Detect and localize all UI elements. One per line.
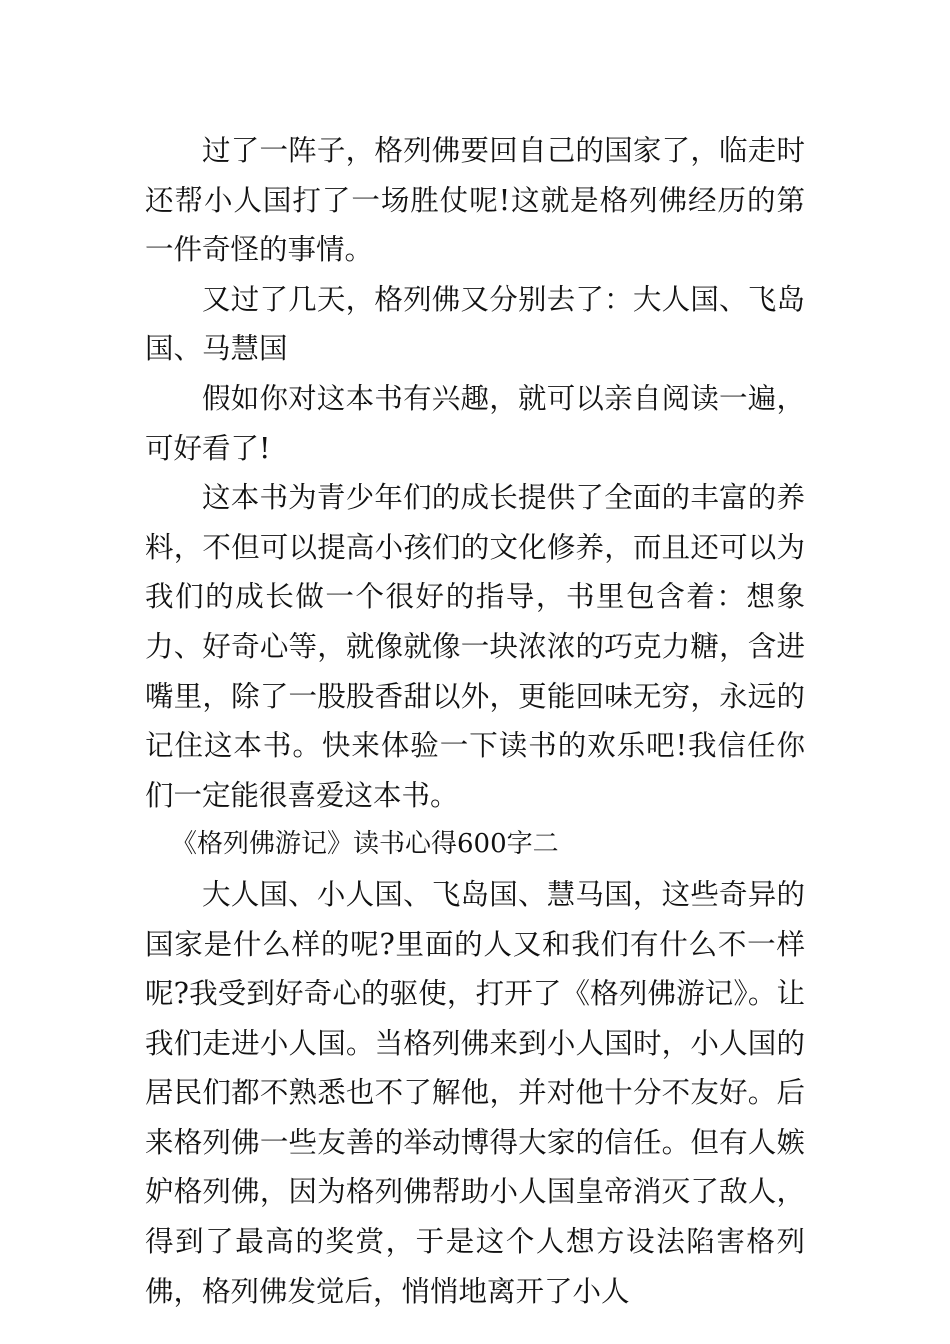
section-title: 《格列佛游记》读书心得600字二 — [171, 829, 559, 860]
paragraph-book-value: 这本书为青少年们的成长提供了全面的丰富的养料，不但可以提高小孩们的文化修养，而且还可以为我们的成长做一个很好的指导，书里包含着：想象力、好奇心等，就像就像一块浓浓的巧克力糖，含进嘴里，除了一股股香甜以外，更能回味无穷，永远的记住这本书。快来体验一下读书的欢乐吧!我信任你们一定能很喜爱这本书。 — [145, 481, 805, 812]
paragraph-lilliput-intro: 大人国、小人国、飞岛国、慧马国，这些奇异的国家是什么样的呢?里面的人又和我们有什么不一样呢?我受到好奇心的驱使，打开了《格列佛游记》。让我们走进小人国。当格列佛来到小人国时，小人国的居民们都不熟悉也不了解他，并对他十分不友好。后来格列佛一些友善的举动博得大家的信任。但有人嫉妒格列佛，因为格列佛帮助小人国皇帝消灭了敌人，得到了最高的奖赏，于是这个人想方设法陷害格列佛，格列佛发觉后，悄悄地离开了小人 — [145, 877, 805, 1308]
paragraph-other-countries: 又过了几天，格列佛又分别去了：大人国、飞岛国、马慧国 — [145, 282, 805, 366]
paragraph-return-home: 过了一阵子，格列佛要回自己的国家了，临走时还帮小人国打了一场胜仗呢!这就是格列佛经历的第一件奇怪的事情。 — [145, 134, 805, 267]
document-body — [145, 126, 805, 1316]
paragraph-recommend-reading: 假如你对这本书有兴趣，就可以亲自阅读一遍，可好看了! — [145, 381, 805, 465]
